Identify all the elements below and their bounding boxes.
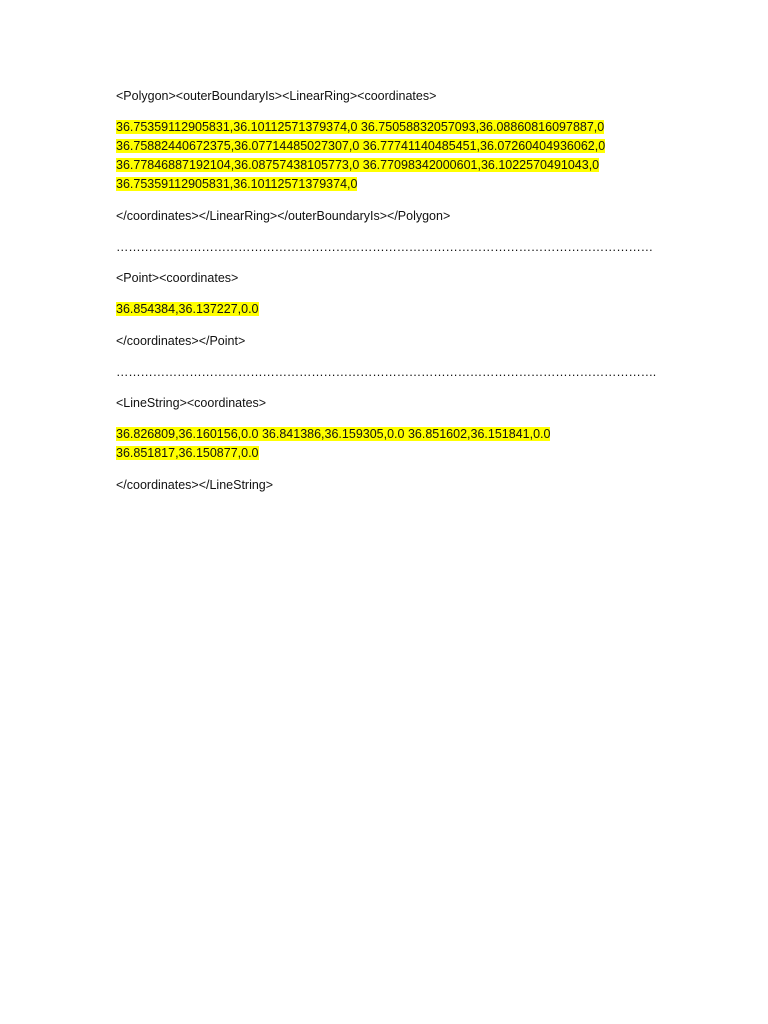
polygon-coordinates [116,118,656,194]
linestring-coordinate-line: 36.826809,36.160156,0.0 36.841386,36.159305,0.0 36.851602,36.151841,0.0 [116,427,551,441]
linestring-coordinate-line: 36.851817,36.150877,0.0 [116,446,259,460]
point-coordinate-line: 36.854384,36.137227,0.0 [116,302,259,316]
point-open-tag: <Point><coordinates> [116,271,239,285]
separator-dots: …………………………………………………………………………………………………………………… [116,240,653,254]
polygon-open-tag: <Polygon><outerBoundaryIs><LinearRing><coordinates> [116,89,437,103]
polygon-coordinate-line: 36.75359112905831,36.10112571379374,0 36.75058832057093,36.08860816097887,0 [116,120,605,134]
linestring-open-tag: <LineString><coordinates> [116,396,267,410]
linestring-close-tag: </coordinates></LineString> [116,478,274,492]
separator-dots: ……………………………………………………………………………………………………………………. [116,365,656,379]
point-close-tag: </coordinates></Point> [116,334,246,348]
document-body [116,87,656,507]
polygon-coordinate-line: 36.75359112905831,36.10112571379374,0 [116,177,358,191]
polygon-close-tag: </coordinates></LinearRing></outerBoundaryIs></Polygon> [116,209,451,223]
polygon-coordinate-line: 36.75882440672375,36.07714485027307,0 36.77741140485451,36.07260404936062,0 [116,139,606,153]
polygon-coordinate-line: 36.77846887192104,36.08757438105773,0 36.77098342000601,36.1022570491043,0 [116,158,600,172]
linestring-coordinates [116,425,656,463]
point-coordinates [116,300,656,319]
